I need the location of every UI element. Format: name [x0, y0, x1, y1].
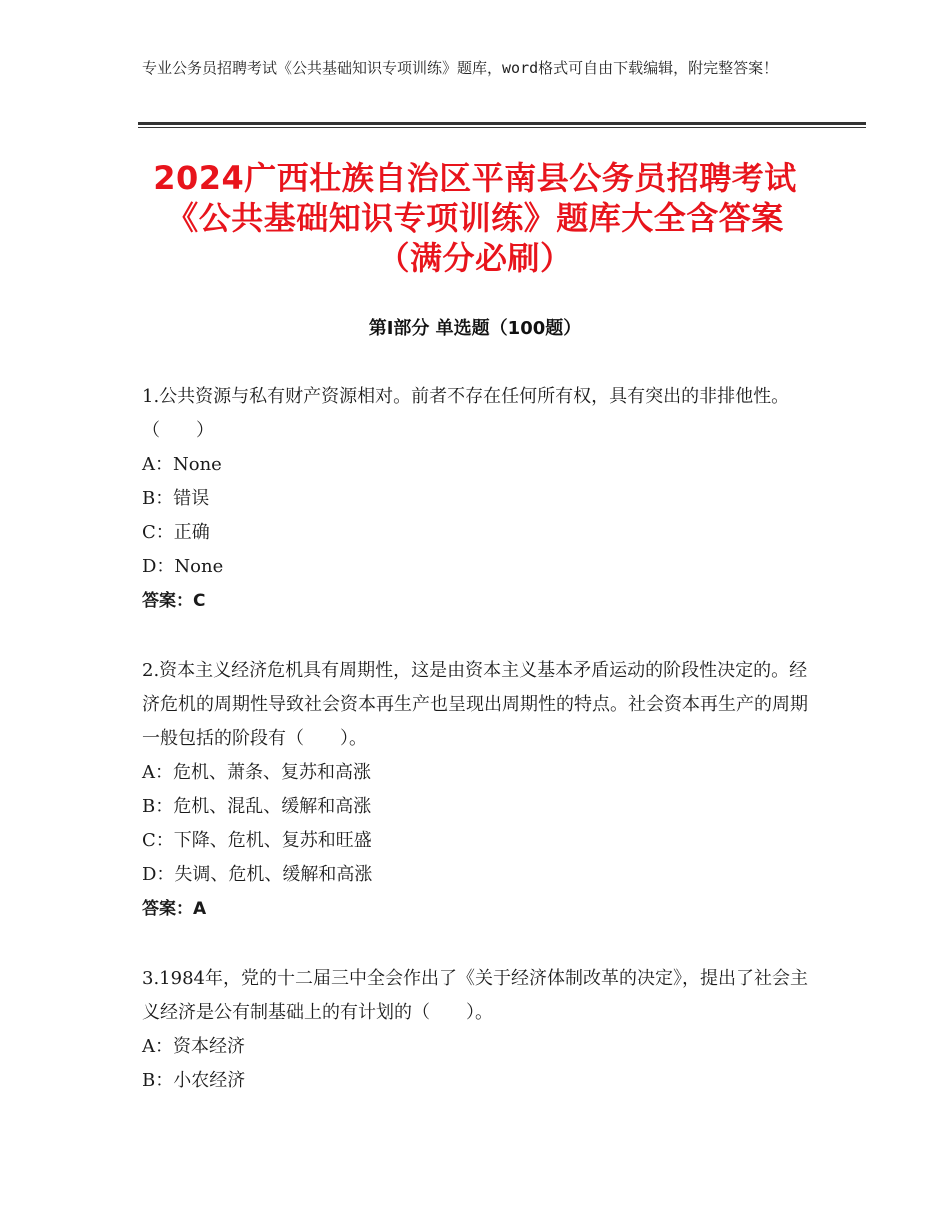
question-3	[142, 962, 822, 1098]
option-a: A：资本经济	[142, 1036, 245, 1057]
section-title: 第Ⅰ部分 单选题（100题）	[368, 318, 582, 339]
option-b: B：错误	[142, 488, 210, 509]
question-text: 1.公共资源与私有财产资源相对。前者不存在任何所有权，具有突出的非排他性。（ ）	[142, 386, 790, 441]
header-divider-thick	[138, 122, 866, 125]
question-2	[142, 654, 822, 926]
header-note: 专业公务员招聘考试《公共基础知识专项训练》题库，word格式可自由下载编辑，附完整答案！	[142, 59, 779, 77]
title-line-3: （满分必刷）	[377, 239, 573, 277]
title-line-1: 2024广西壮族自治区平南县公务员招聘考试	[153, 159, 797, 197]
question-text: 2.资本主义经济危机具有周期性，这是由资本主义基本矛盾运动的阶段性决定的。经济危机的周期性导致社会资本再生产也呈现出周期性的特点。社会资本再生产的周期一般包括的阶段有（ ）。	[142, 660, 808, 749]
question-text: 3.1984年，党的十二届三中全会作出了《关于经济体制改革的决定》，提出了社会主义经济是公有制基础上的有计划的（ ）。	[142, 968, 808, 1023]
title-line-2: 《公共基础知识专项训练》题库大全含答案	[166, 199, 784, 237]
option-b: B：小农经济	[142, 1070, 246, 1091]
option-d: D：失调、危机、缓解和高涨	[142, 864, 373, 885]
question-1	[142, 380, 822, 618]
option-c: C：正确	[142, 522, 210, 543]
option-a: A：危机、萧条、复苏和高涨	[142, 762, 371, 783]
answer: 答案：A	[142, 899, 207, 919]
header-divider-thin	[138, 127, 866, 128]
option-b: B：危机、混乱、缓解和高涨	[142, 796, 372, 817]
option-d: D：None	[142, 556, 224, 577]
document-title	[100, 158, 850, 278]
option-a: A：None	[142, 454, 222, 475]
option-c: C：下降、危机、复苏和旺盛	[142, 830, 372, 851]
answer: 答案：C	[142, 591, 206, 611]
